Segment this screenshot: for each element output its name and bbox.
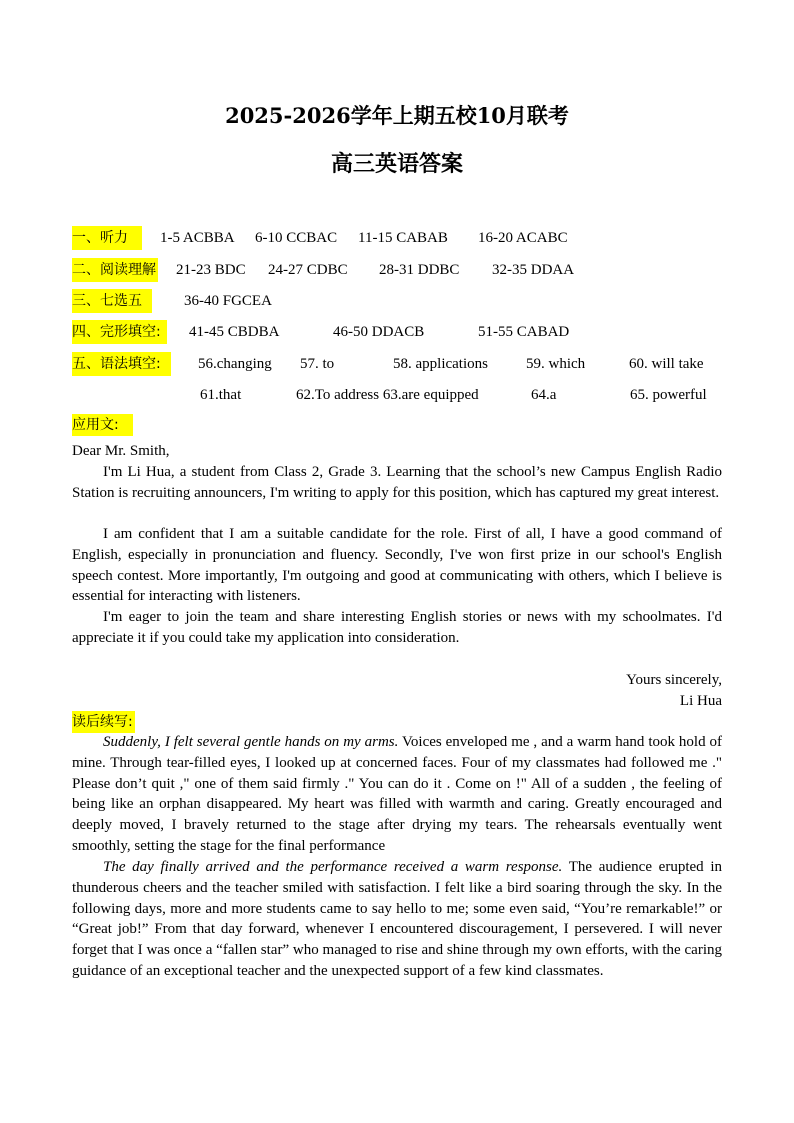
listening-label: 一、听力 bbox=[72, 226, 142, 250]
continuation-paragraph-1 bbox=[72, 732, 722, 857]
answer-group: 11-15 CABAB bbox=[358, 230, 448, 246]
answer-group: 16-20 ACABC bbox=[478, 230, 568, 246]
answer-item: 56.changing bbox=[198, 356, 272, 372]
answer-item: 57. to bbox=[300, 356, 335, 372]
answer-item: 60. will take bbox=[629, 356, 704, 372]
letter-greeting: Dear Mr. Smith, bbox=[72, 443, 170, 459]
answer-item: 59. which bbox=[526, 356, 586, 372]
seven-choose-five-answers bbox=[72, 289, 722, 313]
answer-group: 21-23 BDC bbox=[176, 262, 246, 278]
paragraph-body: The audience erupted in thunderous cheers and the teacher smiled with satisfaction. I felt like a bird soaring through the sky. In the following days, more and more students came to say hello to me; some even said, “You’re remarkable!” or “Great job!” From that day forward, whenever I encountered discouragement, I persevered. I will never forget that I was once a “fallen star” who managed to rise and shine through my own efforts, with the caring guidance of an exceptional teacher and the unexpected support of a few kind classmates. bbox=[72, 859, 722, 979]
answer-group: 1-5 ACBBA bbox=[160, 230, 235, 246]
grammar-answers-row-1 bbox=[72, 352, 722, 376]
answer-item: 62.To address 63.are equipped bbox=[296, 387, 479, 403]
letter-paragraph-3: I'm eager to join the team and share interesting English stories or news with my schoolmates. I'd appreciate it if you could take my application into consideration. bbox=[72, 609, 722, 646]
answer-item: 58. applications bbox=[393, 356, 488, 372]
paragraph-opening-sentence: The day finally arrived and the performance received a warm response. bbox=[103, 859, 563, 875]
answer-group: 41-45 CBDBA bbox=[189, 324, 280, 340]
cloze-answers bbox=[72, 320, 722, 344]
answer-item: 64.a bbox=[531, 387, 557, 403]
reading-answers bbox=[72, 258, 722, 282]
continuation-paragraph-2 bbox=[72, 857, 722, 982]
letter-paragraph-1: I'm Li Hua, a student from Class 2, Grade 3. Learning that the school’s new Campus English Radio Station is recruiting announcers, I'm writing to apply for this position, which has captured my great interest. bbox=[72, 464, 722, 501]
grammar-answers-row-2 bbox=[72, 383, 722, 407]
answer-item: 65. powerful bbox=[630, 387, 707, 403]
answer-group: 6-10 CCBAC bbox=[255, 230, 338, 246]
letter-paragraph-2: I am confident that I am a suitable candidate for the role. First of all, I have a good command of English, especially in pronunciation and fluency. Secondly, I've won first prize in our school's English speech contest. More importantly, I'm outgoing and good at communicating with others, which I believe is essential for interacting with listeners. bbox=[72, 526, 722, 605]
reading-label: 二、阅读理解 bbox=[72, 258, 158, 282]
answer-group: 51-55 CABAD bbox=[478, 324, 570, 340]
letter-closing: Yours sincerely, bbox=[626, 672, 722, 688]
paragraph-opening-sentence: Suddenly, I felt several gentle hands on my arms. bbox=[103, 734, 399, 750]
answer-item: 61.that bbox=[200, 387, 242, 403]
cloze-label: 四、完形填空: bbox=[72, 320, 167, 344]
answer-group: 46-50 DDACB bbox=[333, 324, 425, 340]
continuation-writing-label: 读后续写: bbox=[72, 711, 135, 733]
paragraph-body: Voices enveloped me , and a warm hand took hold of mine. Through tear-filled eyes, I looked up at concerned faces. Four of my classmates had followed me ." Please don’t quit ," one of them said firmly ." You can do it . Come on !" All of a sudden , the feeling of being like an orphan disappeared. My heart was filled with warmth and caring. Greatly encouraged and deeply moved, I bravely returned to the stage after drying my tears. The rehearsals eventually went smoothly, setting the stage for the final performance bbox=[72, 734, 722, 854]
exam-title: 2025-2026学年上期五校10月联考 bbox=[225, 103, 569, 128]
answer-group: 28-31 DDBC bbox=[379, 262, 460, 278]
exam-subtitle: 高三英语答案 bbox=[330, 151, 463, 177]
listening-answers bbox=[72, 226, 722, 250]
application-writing-label: 应用文: bbox=[72, 414, 133, 436]
letter-signature: Li Hua bbox=[679, 693, 722, 709]
answer-group: 32-35 DDAA bbox=[492, 262, 575, 278]
grammar-label: 五、语法填空: bbox=[72, 352, 171, 376]
seven-choose-five-label: 三、七选五 bbox=[72, 289, 152, 313]
answer-group: 24-27 CDBC bbox=[268, 262, 348, 278]
answer-group: 36-40 FGCEA bbox=[184, 293, 272, 309]
